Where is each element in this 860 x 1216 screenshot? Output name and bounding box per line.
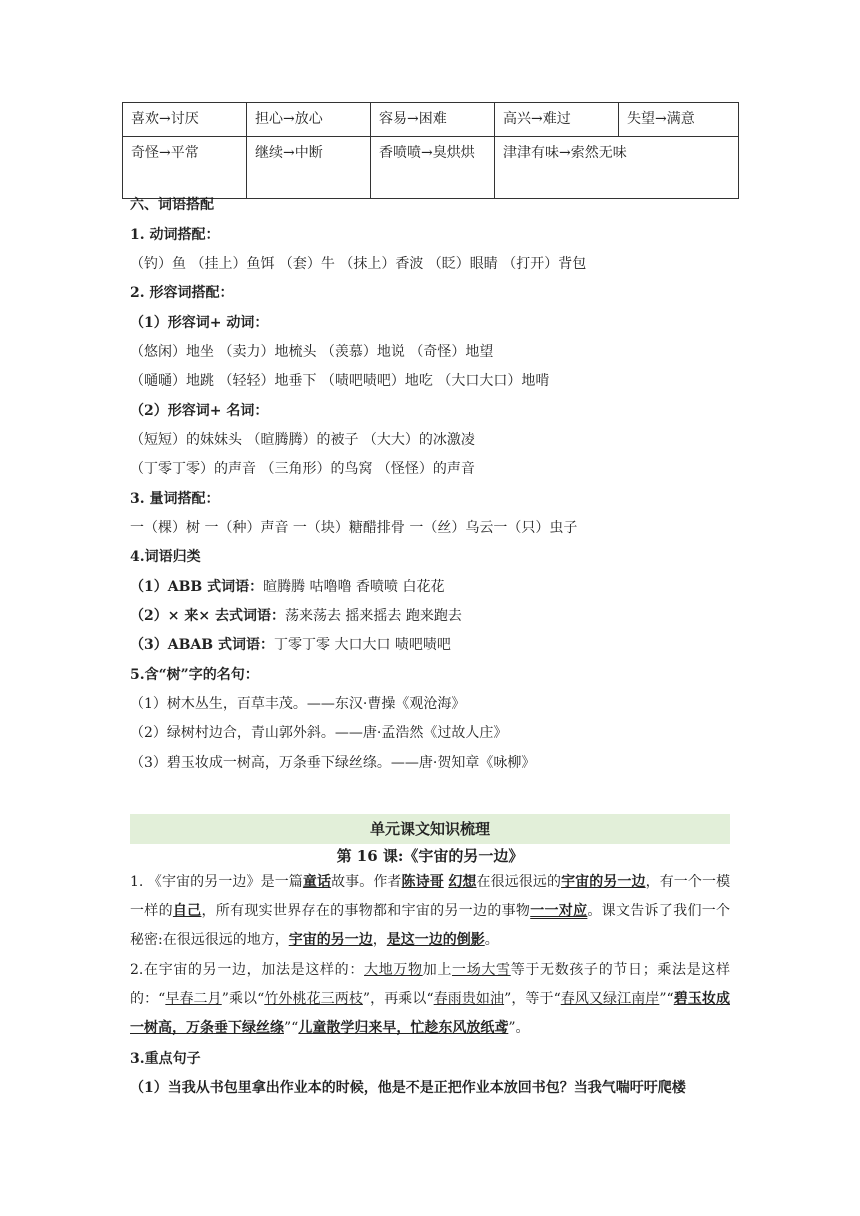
subsection-title: 3.重点句子 xyxy=(130,1051,201,1067)
text-line xyxy=(130,606,462,626)
key-sentence: （1）当我从书包里拿出作业本的时候，他是不是正把作业本放回书包？当我气喘吁吁爬楼 xyxy=(130,1080,686,1096)
lesson-title: 第 16 课:《宇宙的另一边》 xyxy=(336,847,524,865)
category-words: 丁零丁零 大口大口 啧吧啧吧 xyxy=(274,637,451,653)
keyword: 竹外桃花三两枝 xyxy=(264,991,363,1007)
text-run: 。课文告诉了我们一个秘密:在很远很远的地方， xyxy=(130,903,731,948)
text-run: ， xyxy=(372,932,387,948)
text-run: 故事。作者 xyxy=(331,874,402,890)
subsection-title: 2. 形容词搭配： xyxy=(130,285,234,301)
category-words: 荡来荡去 摇来摇去 跑来跑去 xyxy=(284,608,462,624)
section-banner: 单元课文知识梳理 xyxy=(130,814,730,844)
text-line: （短短）的妹妹头 （暄腾腾）的被子 （大大）的冰激凌 xyxy=(130,432,475,448)
table-cell: 担心→放心 xyxy=(247,103,371,137)
subsection-title: （2）形容词+ 名词： xyxy=(130,403,269,419)
keyword: 宇宙的另一边 xyxy=(561,874,646,890)
text-line: （悠闲）地坐 （卖力）地梳头 （羡慕）地说 （奇怪）地望 xyxy=(130,344,494,360)
text-run: ”，等于“ xyxy=(504,991,561,1007)
text-run: 1. 《宇宙的另一边》是一篇 xyxy=(130,874,303,890)
antonym-table xyxy=(122,102,739,199)
category-words: 暄腾腾 咕噜噜 香喷喷 白花花 xyxy=(263,579,445,595)
text-run: 等于无数孩子的节日；乘法是这样的：“ xyxy=(130,962,731,1007)
keyword: 大地万物 xyxy=(364,962,423,978)
subsection-title: 4.词语归类 xyxy=(130,549,201,565)
keyword: 儿童散学归来早，忙趁东风放纸鸢 xyxy=(298,1020,509,1036)
keyword: 宇宙的另一边 xyxy=(288,932,373,948)
subsection-title: 1. 动词搭配： xyxy=(130,227,220,243)
text-run: 加上 xyxy=(422,962,453,978)
text-run: ”乘以“ xyxy=(221,991,265,1007)
table-cell: 继续→中断 xyxy=(247,137,371,199)
subsection-title: 5.含“树”字的名句： xyxy=(130,667,259,683)
table-cell: 喜欢→讨厌 xyxy=(123,103,247,137)
keyword: 一一对应 xyxy=(530,903,588,919)
text-line: （丁零丁零）的声音 （三角形）的鸟窝 （怪怪）的声音 xyxy=(130,461,475,477)
table-row xyxy=(123,103,739,137)
table-cell: 奇怪→平常 xyxy=(123,137,247,199)
text-line: （钓）鱼 （挂上）鱼饵 （套）牛 （抹上）香波 （眨）眼睛 （打开）背包 xyxy=(130,256,587,272)
section-title: 六、词语搭配 xyxy=(130,197,214,213)
text-line xyxy=(130,635,451,655)
text-run: 2.在宇宙的另一边，加法是这样的： xyxy=(130,962,365,978)
category-label: （1）ABB 式词语： xyxy=(130,579,264,595)
paragraph-1 xyxy=(130,868,730,955)
text-run: ”。 xyxy=(508,1020,530,1036)
text-run: ”“ xyxy=(284,1020,299,1036)
keyword: 幻想 xyxy=(448,874,477,890)
text-run: ，所有现实世界存在的事物都和宇宙的另一边的事物 xyxy=(201,903,531,919)
keyword: 童话 xyxy=(302,874,332,890)
text-line xyxy=(130,577,445,597)
poem-line: （2）绿树村边合，青山郭外斜。——唐·孟浩然《过故人庄》 xyxy=(130,725,508,741)
text-run: 。 xyxy=(484,932,499,948)
table-cell: 失望→满意 xyxy=(619,103,739,137)
keyword: 陈诗哥 xyxy=(401,874,444,890)
table-cell: 香喷喷→臭烘烘 xyxy=(371,137,495,199)
keyword: 一场大雪 xyxy=(452,962,511,978)
paragraph-2 xyxy=(130,956,730,1043)
text-run: ”“ xyxy=(659,991,674,1007)
poem-line: （1）树木丛生，百草丰茂。——东汉·曹操《观沧海》 xyxy=(130,696,466,712)
category-label: （3）ABAB 式词语： xyxy=(130,637,275,653)
text-line: 一（棵）树 一（种）声音 一（块）糖醋排骨 一（丝）乌云一（只）虫子 xyxy=(130,520,578,536)
keyword: 早春二月 xyxy=(165,991,222,1007)
category-label: （2）× 来× 去式词语： xyxy=(130,608,285,624)
text-run: 在很远很远的 xyxy=(476,874,562,890)
subsection-title: （1）形容词+ 动词： xyxy=(130,315,269,331)
text-run: ”，再乘以“ xyxy=(362,991,434,1007)
poem-line: （3）碧玉妆成一树高，万条垂下绿丝绦。——唐·贺知章《咏柳》 xyxy=(130,755,536,771)
table-cell: 高兴→难过 xyxy=(495,103,619,137)
keyword: 春雨贵如油 xyxy=(433,991,505,1007)
table-cell: 容易→困难 xyxy=(371,103,495,137)
keyword: 春风又绿江南岸 xyxy=(560,991,660,1007)
table-cell: 津津有味→索然无味 xyxy=(495,137,739,199)
text-line: （嗵嗵）地跳 （轻轻）地垂下 （啧吧啧吧）地吃 （大口大口）地啃 xyxy=(130,373,550,389)
keyword: 碧玉妆成一树高，万条垂下绿丝绦 xyxy=(130,991,730,1036)
table-row xyxy=(123,137,739,199)
keyword: 自己 xyxy=(172,903,202,919)
keyword: 是这一边的倒影 xyxy=(386,932,485,948)
text-run: ，有一个一模一样的 xyxy=(130,874,731,919)
subsection-title: 3. 量词搭配： xyxy=(130,491,220,507)
